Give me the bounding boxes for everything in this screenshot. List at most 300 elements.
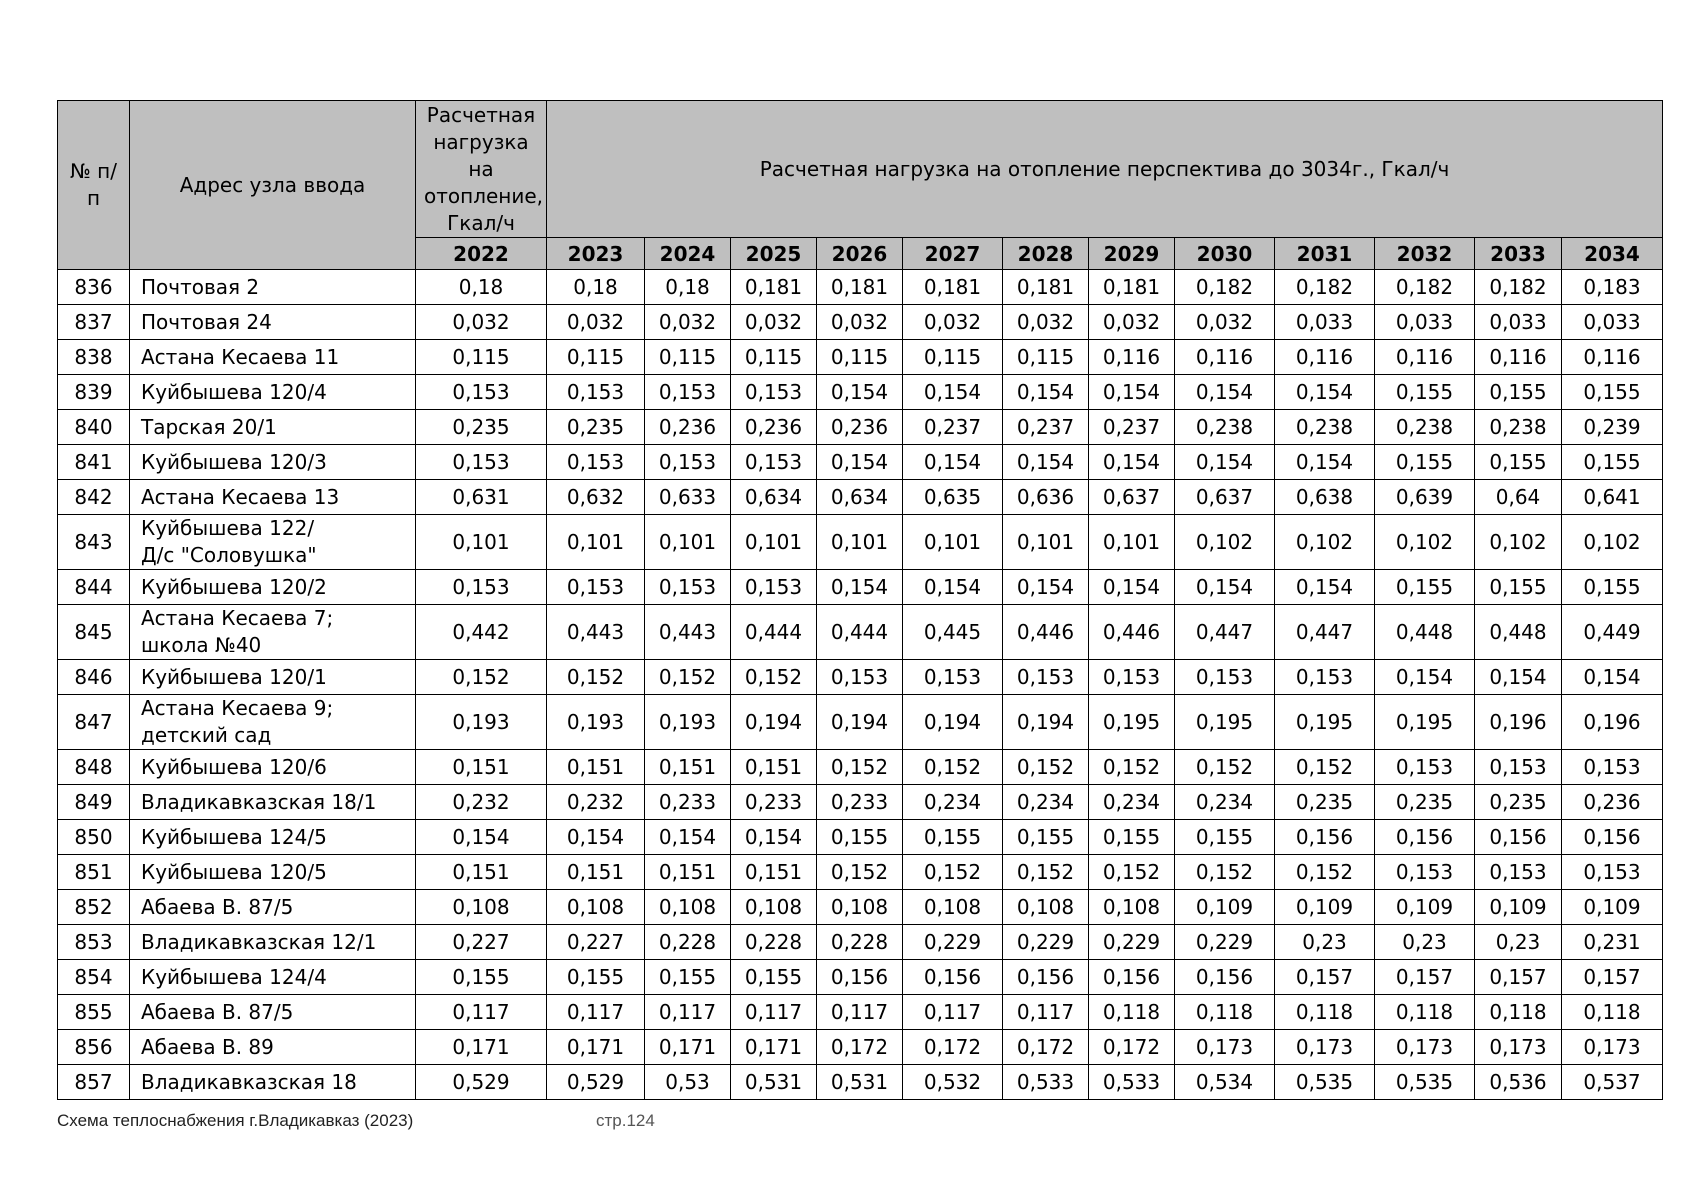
load-value-cell: 0,173	[1475, 1030, 1562, 1065]
table-row	[58, 695, 1663, 750]
load-value-cell: 0,235	[1475, 785, 1562, 820]
table-body	[58, 270, 1663, 1100]
year-header-2023: 2023	[547, 238, 645, 270]
load-value-cell: 0,153	[547, 570, 645, 605]
load-value-cell: 0,447	[1275, 605, 1375, 660]
address-line: Куйбышева 120/5	[141, 860, 327, 884]
load-value-cell: 0,171	[731, 1030, 817, 1065]
load-value-cell: 0,235	[1375, 785, 1475, 820]
load-value-cell: 0,152	[1275, 750, 1375, 785]
load-value-cell: 0,108	[817, 890, 903, 925]
load-value-cell: 0,18	[547, 270, 645, 305]
base-load-cell: 0,108	[416, 890, 547, 925]
load-value-cell: 0,156	[1089, 960, 1175, 995]
load-value-cell: 0,153	[1275, 660, 1375, 695]
load-value-cell: 0,154	[817, 375, 903, 410]
load-value-cell: 0,109	[1475, 890, 1562, 925]
document-footer-title: Схема теплоснабжения г.Владикавказ (2023)	[57, 1111, 414, 1130]
load-value-cell: 0,155	[1475, 570, 1562, 605]
address-cell	[130, 410, 416, 445]
address-line: Почтовая 24	[141, 310, 272, 334]
row-number-cell: 848	[58, 750, 130, 785]
address-line: Владикавказская 18/1	[141, 790, 377, 814]
load-value-cell: 0,156	[1475, 820, 1562, 855]
load-value-cell: 0,157	[1375, 960, 1475, 995]
base-load-cell: 0,151	[416, 855, 547, 890]
address-cell	[130, 605, 416, 660]
load-value-cell: 0,153	[1562, 750, 1663, 785]
load-value-cell: 0,153	[1375, 750, 1475, 785]
load-value-cell: 0,118	[1275, 995, 1375, 1030]
load-value-cell: 0,233	[645, 785, 731, 820]
address-line: Куйбышева 120/3	[141, 450, 327, 474]
load-value-cell: 0,155	[547, 960, 645, 995]
address-cell	[130, 660, 416, 695]
load-value-cell: 0,446	[1003, 605, 1089, 660]
load-value-cell: 0,117	[903, 995, 1003, 1030]
load-value-cell: 0,228	[817, 925, 903, 960]
load-value-cell: 0,182	[1275, 270, 1375, 305]
load-value-cell: 0,239	[1562, 410, 1663, 445]
load-value-cell: 0,116	[1275, 340, 1375, 375]
load-value-cell: 0,153	[731, 445, 817, 480]
load-value-cell: 0,102	[1175, 515, 1275, 570]
address-cell	[130, 855, 416, 890]
load-value-cell: 0,154	[1275, 445, 1375, 480]
year-header-2028: 2028	[1003, 238, 1089, 270]
load-value-cell: 0,101	[817, 515, 903, 570]
load-value-cell: 0,156	[1175, 960, 1275, 995]
load-value-cell: 0,633	[645, 480, 731, 515]
load-value-cell: 0,101	[1003, 515, 1089, 570]
load-value-cell: 0,152	[1175, 855, 1275, 890]
load-value-cell: 0,032	[1175, 305, 1275, 340]
row-number-cell: 857	[58, 1065, 130, 1100]
load-value-cell: 0,181	[1003, 270, 1089, 305]
load-value-cell: 0,102	[1275, 515, 1375, 570]
table-row	[58, 570, 1663, 605]
load-value-cell: 0,532	[903, 1065, 1003, 1100]
load-value-cell: 0,156	[1562, 820, 1663, 855]
address-header: Адрес узла ввода	[130, 101, 416, 270]
table-row	[58, 995, 1663, 1030]
row-number-header: № п/п	[58, 101, 130, 270]
load-value-cell: 0,155	[1562, 445, 1663, 480]
load-value-cell: 0,639	[1375, 480, 1475, 515]
load-value-cell: 0,115	[645, 340, 731, 375]
load-value-cell: 0,155	[1375, 570, 1475, 605]
load-value-cell: 0,152	[903, 855, 1003, 890]
load-value-cell: 0,154	[817, 570, 903, 605]
load-value-cell: 0,171	[645, 1030, 731, 1065]
load-value-cell: 0,153	[645, 375, 731, 410]
load-value-cell: 0,155	[817, 820, 903, 855]
base-load-cell: 0,442	[416, 605, 547, 660]
load-value-cell: 0,116	[1562, 340, 1663, 375]
load-value-cell: 0,636	[1003, 480, 1089, 515]
table-row	[58, 660, 1663, 695]
load-value-cell: 0,152	[817, 750, 903, 785]
table-row	[58, 820, 1663, 855]
load-value-cell: 0,153	[903, 660, 1003, 695]
address-line: Абаева В. 89	[141, 1035, 274, 1059]
load-value-cell: 0,228	[645, 925, 731, 960]
load-value-cell: 0,232	[547, 785, 645, 820]
address-line: Почтовая 2	[141, 275, 260, 299]
load-value-cell: 0,154	[547, 820, 645, 855]
row-number-cell: 836	[58, 270, 130, 305]
load-value-cell: 0,236	[645, 410, 731, 445]
row-number-cell: 847	[58, 695, 130, 750]
load-value-cell: 0,236	[1562, 785, 1663, 820]
table-row	[58, 855, 1663, 890]
load-value-cell: 0,155	[1562, 570, 1663, 605]
load-value-cell: 0,195	[1089, 695, 1175, 750]
address-line: Куйбышева 120/6	[141, 755, 327, 779]
year-header-2030: 2030	[1175, 238, 1275, 270]
base-load-cell: 0,117	[416, 995, 547, 1030]
load-value-cell: 0,632	[547, 480, 645, 515]
table-row	[58, 1030, 1663, 1065]
table-row	[58, 925, 1663, 960]
perspective-load-header: Расчетная нагрузка на отопление перспектива до 3034г., Гкал/ч	[547, 101, 1663, 238]
load-value-cell: 0,172	[817, 1030, 903, 1065]
base-load-cell: 0,232	[416, 785, 547, 820]
load-value-cell: 0,102	[1475, 515, 1562, 570]
table-row	[58, 340, 1663, 375]
load-value-cell: 0,109	[1375, 890, 1475, 925]
load-value-cell: 0,154	[1175, 445, 1275, 480]
address-line: Абаева В. 87/5	[141, 895, 294, 919]
year-header-2034: 2034	[1562, 238, 1663, 270]
load-value-cell: 0,443	[547, 605, 645, 660]
load-value-cell: 0,154	[1089, 375, 1175, 410]
load-value-cell: 0,638	[1275, 480, 1375, 515]
load-value-cell: 0,193	[547, 695, 645, 750]
load-value-cell: 0,447	[1175, 605, 1275, 660]
load-value-cell: 0,182	[1375, 270, 1475, 305]
load-value-cell: 0,443	[645, 605, 731, 660]
load-value-cell: 0,151	[645, 855, 731, 890]
base-load-cell: 0,18	[416, 270, 547, 305]
load-value-cell: 0,194	[903, 695, 1003, 750]
address-line: Астана Кесаева 13	[141, 485, 340, 509]
load-value-cell: 0,448	[1375, 605, 1475, 660]
load-value-cell: 0,117	[731, 995, 817, 1030]
load-value-cell: 0,18	[645, 270, 731, 305]
load-value-cell: 0,108	[645, 890, 731, 925]
row-number-cell: 852	[58, 890, 130, 925]
base-load-cell: 0,631	[416, 480, 547, 515]
load-value-cell: 0,172	[903, 1030, 1003, 1065]
base-load-cell: 0,101	[416, 515, 547, 570]
load-value-cell: 0,116	[1175, 340, 1275, 375]
load-value-cell: 0,032	[817, 305, 903, 340]
address-line: Куйбышева 120/2	[141, 575, 327, 599]
address-cell	[130, 785, 416, 820]
load-value-cell: 0,115	[817, 340, 903, 375]
load-value-cell: 0,173	[1275, 1030, 1375, 1065]
load-value-cell: 0,153	[645, 445, 731, 480]
address-cell	[130, 695, 416, 750]
address-cell	[130, 480, 416, 515]
load-value-cell: 0,155	[1175, 820, 1275, 855]
heat-load-table	[57, 100, 1663, 1100]
load-value-cell: 0,153	[817, 660, 903, 695]
row-number-cell: 846	[58, 660, 130, 695]
load-value-cell: 0,032	[547, 305, 645, 340]
table-row	[58, 445, 1663, 480]
load-value-cell: 0,155	[731, 960, 817, 995]
load-value-cell: 0,157	[1275, 960, 1375, 995]
load-value-cell: 0,154	[1475, 660, 1562, 695]
load-value-cell: 0,173	[1375, 1030, 1475, 1065]
load-value-cell: 0,637	[1089, 480, 1175, 515]
load-value-cell: 0,153	[1375, 855, 1475, 890]
load-value-cell: 0,116	[1475, 340, 1562, 375]
load-value-cell: 0,172	[1003, 1030, 1089, 1065]
load-value-cell: 0,233	[817, 785, 903, 820]
page-number: стр.124	[596, 1111, 655, 1130]
load-value-cell: 0,156	[1375, 820, 1475, 855]
address-line: Куйбышева 120/1	[141, 665, 327, 689]
load-value-cell: 0,173	[1175, 1030, 1275, 1065]
load-value-cell: 0,157	[1475, 960, 1562, 995]
load-value-cell: 0,152	[645, 660, 731, 695]
year-header-2032: 2032	[1375, 238, 1475, 270]
load-value-cell: 0,195	[1375, 695, 1475, 750]
load-value-cell: 0,229	[903, 925, 1003, 960]
load-value-cell: 0,153	[731, 570, 817, 605]
load-value-cell: 0,151	[547, 750, 645, 785]
load-value-cell: 0,108	[1003, 890, 1089, 925]
load-value-cell: 0,116	[1375, 340, 1475, 375]
load-value-cell: 0,229	[1175, 925, 1275, 960]
load-value-cell: 0,531	[731, 1065, 817, 1100]
load-value-cell: 0,154	[1003, 445, 1089, 480]
load-value-cell: 0,154	[1562, 660, 1663, 695]
row-number-cell: 855	[58, 995, 130, 1030]
load-value-cell: 0,183	[1562, 270, 1663, 305]
row-number-cell: 841	[58, 445, 130, 480]
load-value-cell: 0,153	[547, 375, 645, 410]
load-value-cell: 0,154	[817, 445, 903, 480]
table-row	[58, 960, 1663, 995]
load-value-cell: 0,537	[1562, 1065, 1663, 1100]
load-value-cell: 0,153	[1175, 660, 1275, 695]
load-value-cell: 0,236	[817, 410, 903, 445]
load-value-cell: 0,155	[1475, 375, 1562, 410]
base-load-cell: 0,235	[416, 410, 547, 445]
address-cell	[130, 445, 416, 480]
load-value-cell: 0,152	[903, 750, 1003, 785]
row-number-cell: 851	[58, 855, 130, 890]
load-value-cell: 0,115	[903, 340, 1003, 375]
base-load-cell: 0,153	[416, 445, 547, 480]
load-value-cell: 0,53	[645, 1065, 731, 1100]
address-cell	[130, 820, 416, 855]
load-value-cell: 0,102	[1562, 515, 1663, 570]
load-value-cell: 0,153	[1089, 660, 1175, 695]
table-row	[58, 785, 1663, 820]
load-value-cell: 0,152	[1003, 750, 1089, 785]
load-value-cell: 0,154	[1089, 445, 1175, 480]
load-value-cell: 0,152	[1275, 855, 1375, 890]
table-row	[58, 480, 1663, 515]
load-value-cell: 0,151	[547, 855, 645, 890]
load-value-cell: 0,153	[645, 570, 731, 605]
row-number-cell: 844	[58, 570, 130, 605]
load-value-cell: 0,234	[1003, 785, 1089, 820]
load-value-cell: 0,033	[1475, 305, 1562, 340]
table-row	[58, 515, 1663, 570]
load-value-cell: 0,153	[1475, 855, 1562, 890]
row-number-cell: 850	[58, 820, 130, 855]
load-value-cell: 0,101	[1089, 515, 1175, 570]
load-value-cell: 0,238	[1475, 410, 1562, 445]
address-cell	[130, 570, 416, 605]
load-value-cell: 0,236	[731, 410, 817, 445]
address-line: Астана Кесаева 9;	[141, 696, 334, 720]
load-value-cell: 0,155	[1375, 375, 1475, 410]
load-value-cell: 0,227	[547, 925, 645, 960]
address-line: Д/с "Соловушка"	[141, 543, 317, 567]
address-cell	[130, 340, 416, 375]
load-value-cell: 0,154	[903, 445, 1003, 480]
load-value-cell: 0,238	[1175, 410, 1275, 445]
load-value-cell: 0,102	[1375, 515, 1475, 570]
load-value-cell: 0,151	[645, 750, 731, 785]
address-line: Владикавказская 18	[141, 1070, 357, 1094]
load-value-cell: 0,238	[1375, 410, 1475, 445]
heat-load-table-container	[57, 100, 1662, 1100]
load-value-cell: 0,109	[1562, 890, 1663, 925]
load-value-cell: 0,108	[1089, 890, 1175, 925]
load-value-cell: 0,118	[1175, 995, 1275, 1030]
address-cell	[130, 1065, 416, 1100]
load-value-cell: 0,032	[1089, 305, 1175, 340]
load-value-cell: 0,171	[547, 1030, 645, 1065]
load-value-cell: 0,033	[1275, 305, 1375, 340]
load-value-cell: 0,156	[903, 960, 1003, 995]
load-value-cell: 0,181	[903, 270, 1003, 305]
load-value-cell: 0,109	[1275, 890, 1375, 925]
address-cell	[130, 960, 416, 995]
load-value-cell: 0,634	[731, 480, 817, 515]
load-value-cell: 0,115	[547, 340, 645, 375]
load-value-cell: 0,23	[1375, 925, 1475, 960]
base-load-cell: 0,153	[416, 375, 547, 410]
load-value-cell: 0,157	[1562, 960, 1663, 995]
load-value-cell: 0,117	[817, 995, 903, 1030]
load-value-cell: 0,152	[1175, 750, 1275, 785]
load-value-cell: 0,115	[731, 340, 817, 375]
load-value-cell: 0,032	[903, 305, 1003, 340]
load-value-cell: 0,446	[1089, 605, 1175, 660]
load-value-cell: 0,237	[903, 410, 1003, 445]
load-value-cell: 0,156	[817, 960, 903, 995]
load-value-cell: 0,196	[1475, 695, 1562, 750]
year-header-2024: 2024	[645, 238, 731, 270]
address-line: Куйбышева 122/	[141, 516, 315, 540]
load-value-cell: 0,635	[903, 480, 1003, 515]
load-value-cell: 0,444	[731, 605, 817, 660]
row-number-cell: 853	[58, 925, 130, 960]
year-header-2031: 2031	[1275, 238, 1375, 270]
load-value-cell: 0,234	[1175, 785, 1275, 820]
load-value-cell: 0,196	[1562, 695, 1663, 750]
base-load-cell: 0,115	[416, 340, 547, 375]
address-cell	[130, 1030, 416, 1065]
load-value-cell: 0,193	[645, 695, 731, 750]
load-value-cell: 0,152	[817, 855, 903, 890]
load-value-cell: 0,154	[645, 820, 731, 855]
load-value-cell: 0,117	[547, 995, 645, 1030]
load-value-cell: 0,234	[903, 785, 1003, 820]
base-load-cell: 0,153	[416, 570, 547, 605]
table-row	[58, 750, 1663, 785]
address-line: Куйбышева 124/4	[141, 965, 327, 989]
load-value-cell: 0,154	[903, 375, 1003, 410]
load-value-cell: 0,229	[1089, 925, 1175, 960]
load-value-cell: 0,101	[731, 515, 817, 570]
base-load-header: Расчетная нагрузка на отопление, Гкал/ч	[416, 101, 547, 238]
load-value-cell: 0,118	[1375, 995, 1475, 1030]
load-value-cell: 0,531	[817, 1065, 903, 1100]
load-value-cell: 0,108	[547, 890, 645, 925]
row-number-cell: 839	[58, 375, 130, 410]
load-value-cell: 0,152	[1089, 855, 1175, 890]
load-value-cell: 0,534	[1175, 1065, 1275, 1100]
load-value-cell: 0,641	[1562, 480, 1663, 515]
load-value-cell: 0,032	[645, 305, 731, 340]
load-value-cell: 0,181	[731, 270, 817, 305]
load-value-cell: 0,637	[1175, 480, 1275, 515]
load-value-cell: 0,195	[1175, 695, 1275, 750]
load-value-cell: 0,033	[1562, 305, 1663, 340]
address-line: Астана Кесаева 11	[141, 345, 340, 369]
load-value-cell: 0,181	[1089, 270, 1175, 305]
table-row	[58, 375, 1663, 410]
load-value-cell: 0,101	[547, 515, 645, 570]
load-value-cell: 0,154	[1175, 375, 1275, 410]
year-header-2029: 2029	[1089, 238, 1175, 270]
table-row	[58, 410, 1663, 445]
address-line: Абаева В. 87/5	[141, 1000, 294, 1024]
load-value-cell: 0,23	[1275, 925, 1375, 960]
row-number-cell: 845	[58, 605, 130, 660]
load-value-cell: 0,154	[1275, 570, 1375, 605]
address-cell	[130, 515, 416, 570]
load-value-cell: 0,109	[1175, 890, 1275, 925]
load-value-cell: 0,156	[1275, 820, 1375, 855]
load-value-cell: 0,533	[1003, 1065, 1089, 1100]
address-line: Владикавказская 12/1	[141, 930, 377, 954]
address-line: школа №40	[141, 633, 262, 657]
address-cell	[130, 995, 416, 1030]
load-value-cell: 0,535	[1275, 1065, 1375, 1100]
base-load-cell: 0,155	[416, 960, 547, 995]
load-value-cell: 0,64	[1475, 480, 1562, 515]
load-value-cell: 0,194	[731, 695, 817, 750]
load-value-cell: 0,118	[1089, 995, 1175, 1030]
load-value-cell: 0,535	[1375, 1065, 1475, 1100]
load-value-cell: 0,155	[645, 960, 731, 995]
load-value-cell: 0,182	[1175, 270, 1275, 305]
load-value-cell: 0,108	[731, 890, 817, 925]
address-cell	[130, 750, 416, 785]
base-load-cell: 0,151	[416, 750, 547, 785]
